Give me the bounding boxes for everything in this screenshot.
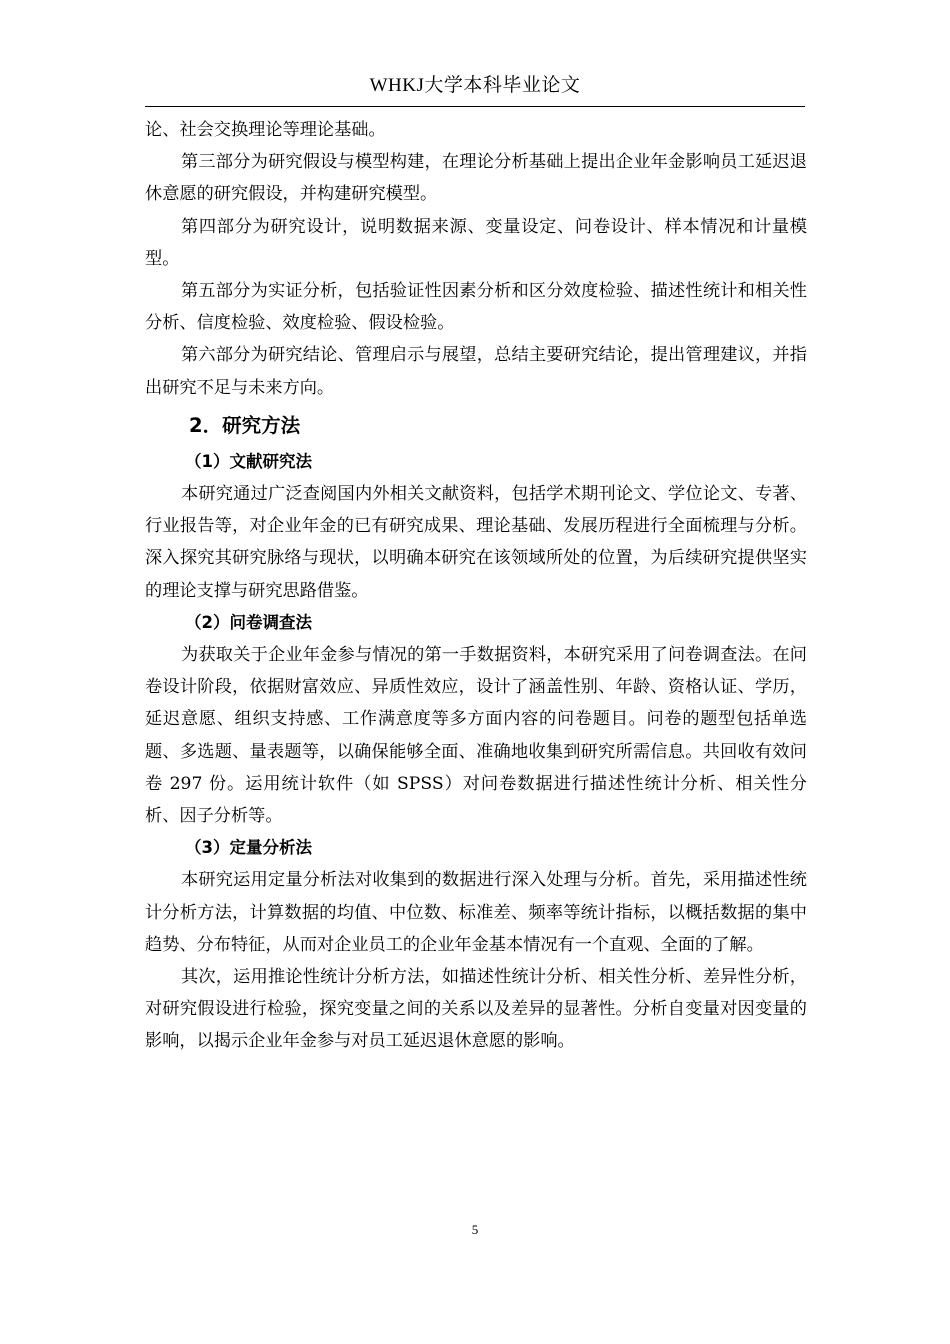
- paragraph-questionnaire-survey: 为获取关于企业年金参与情况的第一手数据资料，本研究采用了问卷调查法。在问卷设计阶段，依据财富效应、异质性效应，设计了涵盖性别、年龄、资格认证、学历，延迟意愿、组织支持感、工作满意度等多方面内容的问卷题目。问卷的题型包括单选题、多选题、量表题等，以确保能够全面、准确地收集到研究所需信息。共回收有效问卷 297 份。运用统计软件（如 SPSS）对问卷数据进行描述性统计分析、相关性分析、因子分析等。: [145, 645, 807, 827]
- paragraph-quantitative-analysis: 本研究运用定量分析法对收集到的数据进行深入处理与分析。首先，采用描述性统计分析方法，计算数据的均值、中位数、标准差、频率等统计指标，以概括数据的集中趋势、分布特征，从而对企业员工的企业年金基本情况有一个直观、全面的了解。: [145, 870, 807, 955]
- paragraph-literature-research: 本研究通过广泛查阅国内外相关文献资料，包括学术期刊论文、学位论文、专著、行业报告等，对企业年金的已有研究成果、理论基础、发展历程进行全面梳理与分析。深入探究其研究脉络与现状，以明确本研究在该领域所处的位置，为后续研究提供坚实的理论支撑与研究思路借鉴。: [145, 484, 807, 601]
- paragraph-part-four: 第四部分为研究设计，说明数据来源、变量设定、问卷设计、样本情况和计量模型。: [145, 216, 807, 269]
- section-heading-research-methods: 2．研究方法: [189, 413, 301, 437]
- subheading-quantitative-analysis: （3）定量分析法: [185, 838, 312, 858]
- page-header-title: WHKJ大学本科毕业论文: [369, 75, 581, 96]
- paragraph-part-three: 第三部分为研究假设与模型构建，在理论分析基础上提出企业年金影响员工延迟退休意愿的研究假设，并构建研究模型。: [145, 152, 807, 205]
- document-body: [145, 114, 807, 1058]
- paragraph-continuation: 论、社会交换理论等理论基础。: [145, 120, 386, 140]
- subheading-literature-research: （1）文献研究法: [185, 451, 312, 471]
- subheading-questionnaire-survey: （2）问卷调查法: [185, 612, 312, 632]
- paragraph-part-six: 第六部分为研究结论、管理启示与展望，总结主要研究结论，提出管理建议，并指出研究不足与未来方向。: [145, 345, 807, 398]
- header-divider: [145, 106, 805, 107]
- page-number: 5: [471, 1222, 479, 1237]
- paragraph-part-five: 第五部分为实证分析，包括验证性因素分析和区分效度检验、描述性统计和相关性分析、信度检验、效度检验、假设检验。: [145, 281, 807, 334]
- paragraph-inferential-analysis: 其次，运用推论性统计分析方法，如描述性统计分析、相关性分析、差异性分析，对研究假设进行检验，探究变量之间的关系以及差异的显著性。分析自变量对因变量的影响，以揭示企业年金参与对员工延迟退休意愿的影响。: [145, 967, 807, 1052]
